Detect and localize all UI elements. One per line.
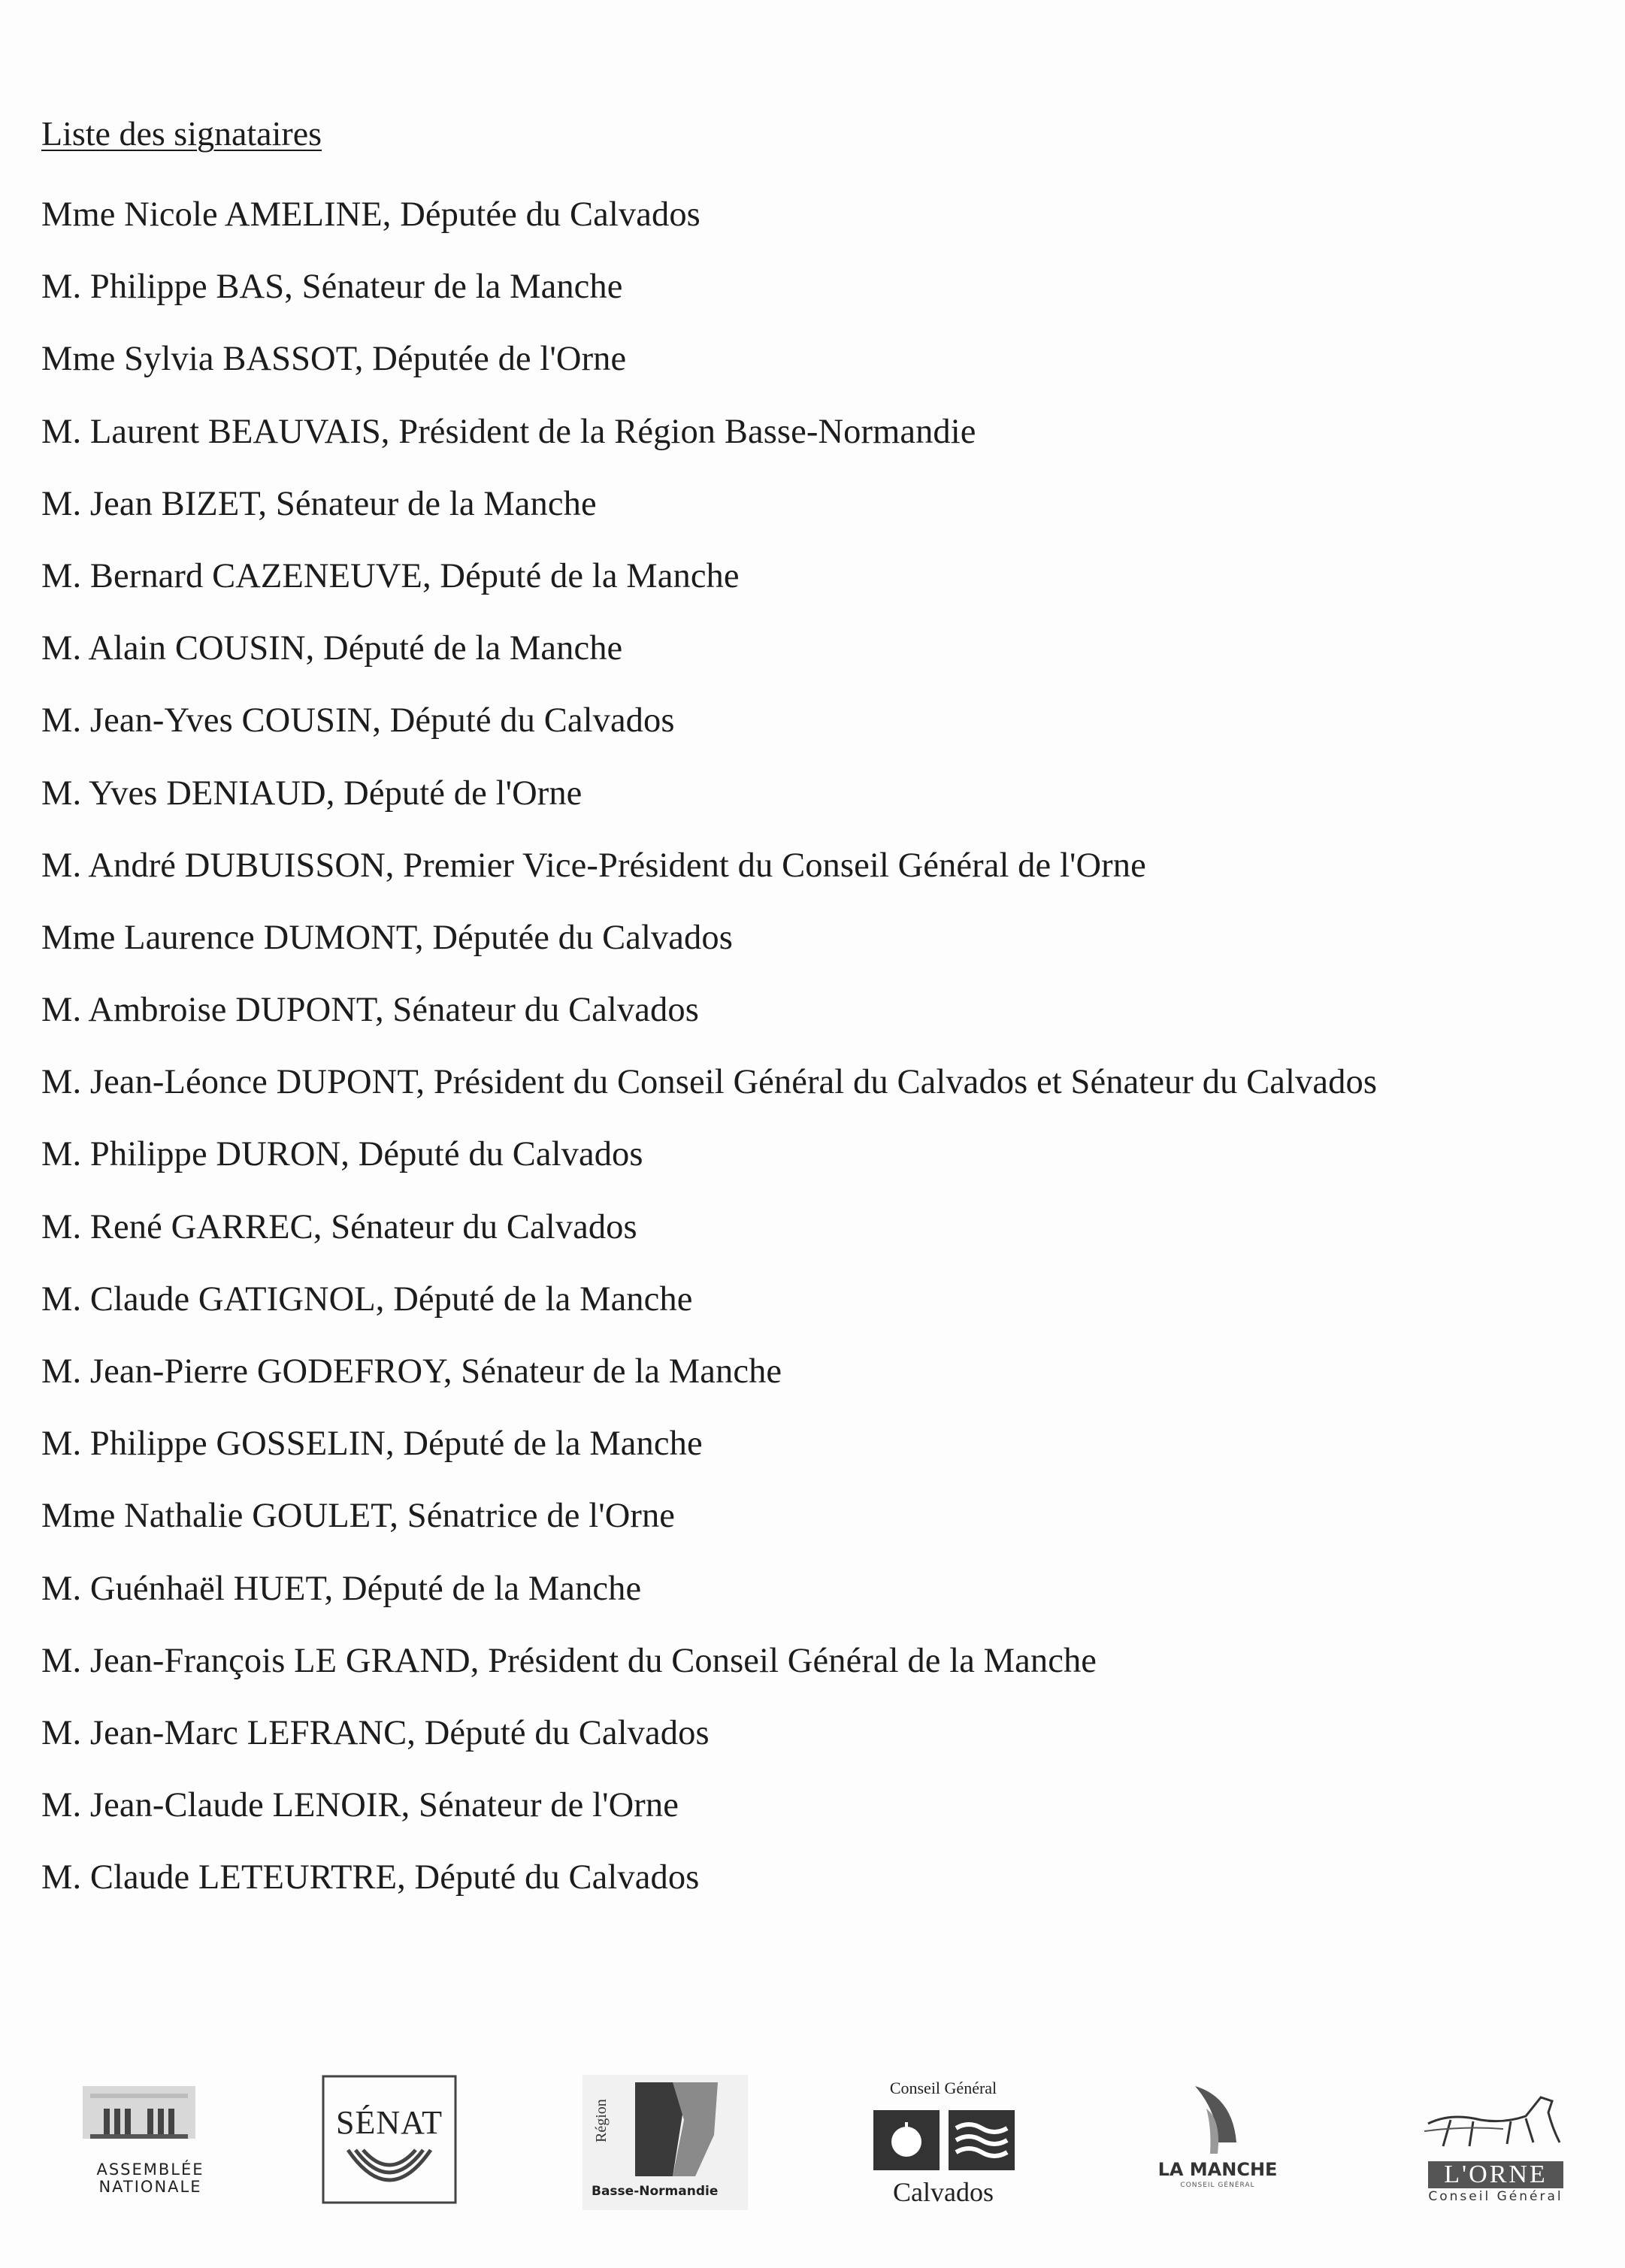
signatory-item: M. Jean-Yves COUSIN, Député du Calvados — [41, 701, 675, 740]
signatory-item: Mme Sylvia BASSOT, Députée de l'Orne — [41, 340, 627, 379]
calvados-label: Calvados — [893, 2177, 994, 2207]
signatory-item: M. Philippe GOSSELIN, Député de la Manche — [41, 1425, 703, 1464]
signatory-item: M. Guénhaël HUET, Député de la Manche — [41, 1569, 642, 1608]
la-manche-logo — [1142, 2082, 1293, 2203]
calvados-apple-waves-icon — [864, 2079, 1022, 2176]
signatory-item: M. Jean-Pierre GODEFROY, Sénateur de la Manche — [41, 1352, 782, 1391]
assemblee-line2: NATIONALE — [98, 2178, 202, 2196]
logo-row — [0, 2075, 1625, 2225]
calvados-logo — [864, 2079, 1022, 2210]
orne-label: L'ORNE — [1428, 2161, 1563, 2188]
signatory-item: M. Jean-Léonce DUPONT, Président du Conseil Général du Calvados et Sénateur du Calvados — [41, 1063, 1378, 1102]
signatory-item: M. Jean BIZET, Sénateur de la Manche — [41, 484, 597, 523]
list-heading: Liste des signataires — [41, 114, 322, 153]
signatory-item: M. Yves DENIAUD, Député de l'Orne — [41, 774, 583, 813]
signatory-item: M. Jean-Marc LEFRANC, Député du Calvados — [41, 1713, 710, 1752]
signatory-item: Mme Laurence DUMONT, Députée du Calvados — [41, 918, 733, 957]
signatory-item: M. René GARREC, Sénateur du Calvados — [41, 1207, 637, 1246]
signatory-item: M. Laurent BEAUVAIS, Président de la Région Basse-Normandie — [41, 412, 976, 451]
calvados-conseil-label: Conseil Général — [889, 2079, 997, 2097]
signatory-item: M. Jean-François LE GRAND, Président du Conseil Général de la Manche — [41, 1641, 1097, 1680]
signatory-item: M. Claude GATIGNOL, Député de la Manche — [41, 1279, 693, 1319]
signatory-item: M. Bernard CAZENEUVE, Député de la Manche — [41, 556, 740, 595]
signatory-item: Mme Nicole AMELINE, Députée du Calvados — [41, 195, 701, 234]
la-manche-sub-label: CONSEIL GÉNÉRAL — [1180, 2182, 1255, 2189]
assemblee-nationale-logo — [75, 2086, 225, 2206]
signatory-list — [41, 194, 1377, 1930]
assemblee-building-icon — [75, 2086, 225, 2161]
signatory-item: Mme Nathalie GOULET, Sénatrice de l'Orne — [41, 1497, 676, 1536]
signatory-item: M. Philippe DURON, Député du Calvados — [41, 1135, 643, 1174]
orne-sub-label: Conseil Général — [1428, 2189, 1563, 2204]
assemblee-line1: ASSEMBLÉE — [96, 2161, 204, 2179]
la-manche-label: LA MANCHE — [1157, 2159, 1278, 2180]
signatory-item: M. Jean-Claude LENOIR, Sénateur de l'Orne — [41, 1786, 679, 1825]
senat-logo — [322, 2075, 457, 2206]
signatory-item: M. Ambroise DUPONT, Sénateur du Calvados — [41, 991, 699, 1030]
orne-horse-icon — [1421, 2082, 1571, 2157]
region-label: Région — [593, 2099, 610, 2142]
basse-normandie-label: Basse-Normandie — [592, 2184, 719, 2199]
senat-text: SÉNAT — [336, 2104, 443, 2141]
signatory-item: M. Philippe BAS, Sénateur de la Manche — [41, 268, 623, 307]
region-basse-normandie-logo — [583, 2075, 748, 2210]
signatory-item: M. Alain COUSIN, Député de la Manche — [41, 629, 623, 668]
signatory-item: M. Claude LETEURTRE, Député du Calvados — [41, 1858, 700, 1897]
signatory-item: M. André DUBUISSON, Premier Vice-Président du Conseil Général de l'Orne — [41, 846, 1146, 885]
orne-logo — [1421, 2082, 1571, 2206]
manche-sail-icon — [1142, 2082, 1293, 2157]
